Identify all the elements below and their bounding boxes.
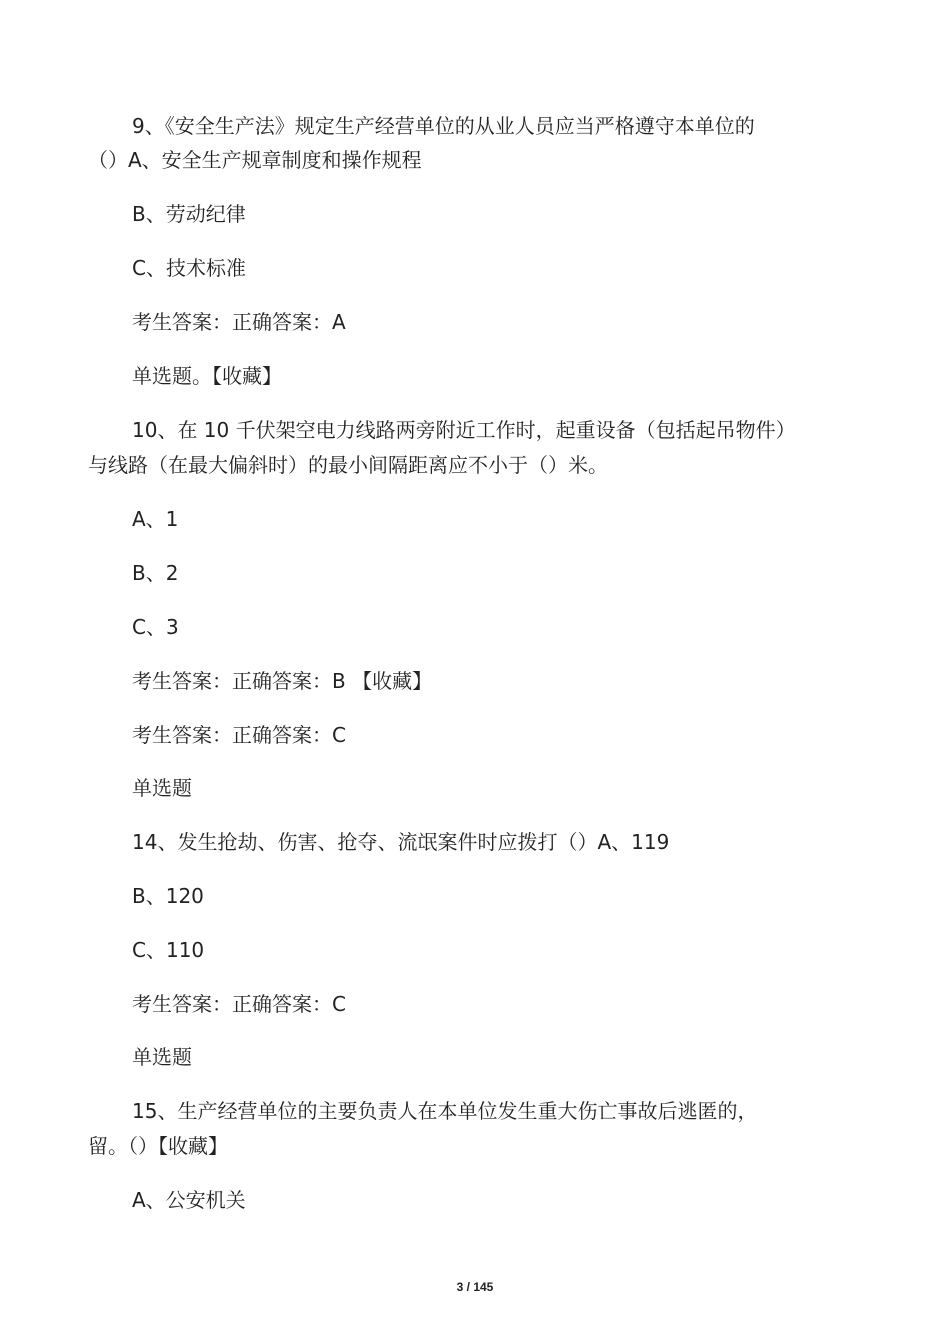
- question-10-stem-line-2: 与线路（在最大偏斜时）的最小间隔距离应不小于（）米。: [88, 453, 608, 477]
- question-10-answer: 考生答案：正确答案：B 【收藏】: [132, 669, 433, 693]
- question-14-option-b: B、120: [132, 884, 204, 908]
- question-15-option-a: A、公安机关: [132, 1188, 246, 1212]
- question-14-stem: 14、发生抢劫、伤害、抢夺、流氓案件时应拨打（）A、119: [132, 830, 670, 854]
- question-9-stem-line-1: 9、《安全生产法》规定生产经营单位的从业人员应当严格遵守本单位的: [132, 114, 755, 138]
- question-9-option-c: C、技术标准: [132, 256, 246, 280]
- question-15-stem-line-2: 留。（）【收藏】: [88, 1134, 228, 1158]
- question-9-answer: 考生答案：正确答案：A: [132, 310, 346, 334]
- question-10-stem-line-1: 10、在 10 千伏架空电力线路两旁附近工作时，起重设备（包括起吊物件）: [132, 418, 796, 442]
- answer-line: 考生答案：正确答案：C: [132, 723, 346, 747]
- question-10-option-a: A、1: [132, 507, 179, 531]
- question-10-option-b: B、2: [132, 561, 179, 585]
- page-number: 3 / 145: [456, 1280, 494, 1294]
- question-type-label: 单选题: [132, 776, 192, 800]
- question-9-option-b: B、劳动纪律: [132, 202, 246, 226]
- question-14-option-c: C、110: [132, 938, 205, 962]
- question-9-stem-line-2: （）A、安全生产规章制度和操作规程: [88, 148, 422, 172]
- question-type-label: 单选题: [132, 1045, 192, 1069]
- question-type-label: 单选题。【收藏】: [132, 364, 282, 388]
- question-15-stem-line-1: 15、生产经营单位的主要负责人在本单位发生重大伤亡事故后逃匿的，: [132, 1099, 758, 1123]
- question-10-option-c: C、3: [132, 615, 179, 639]
- question-14-answer: 考生答案：正确答案：C: [132, 992, 346, 1016]
